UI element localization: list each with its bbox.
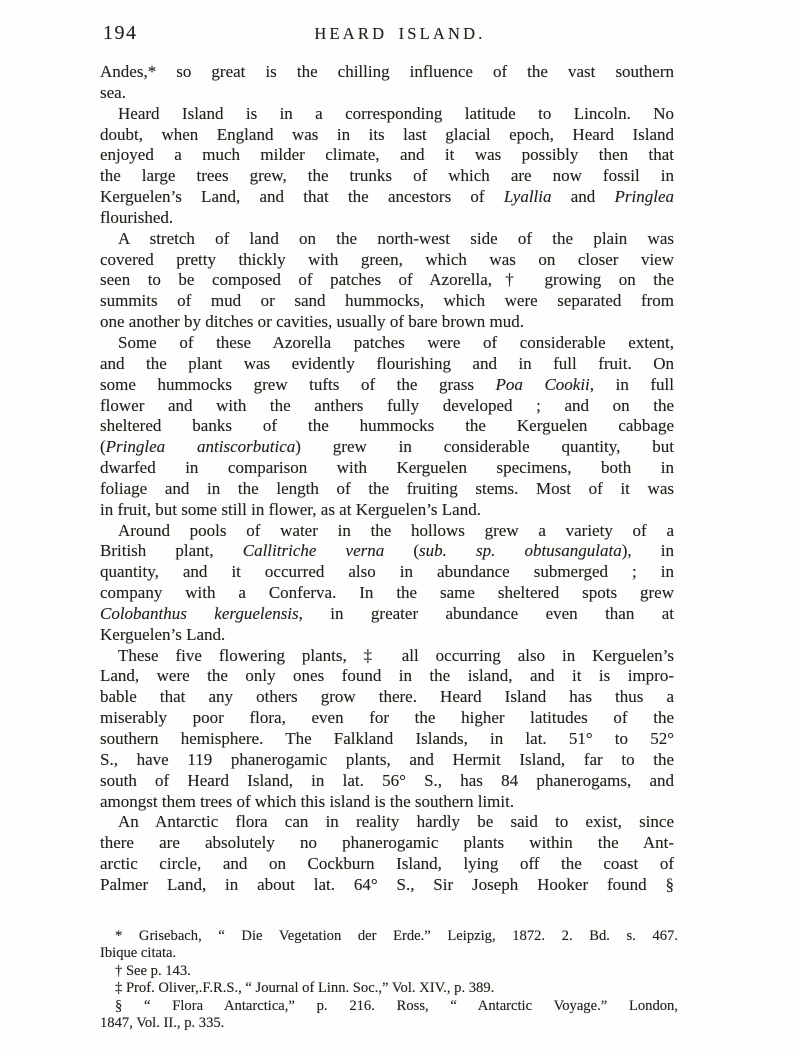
text-line: in fruit, but some still in flower, as at Kerguelen’s Land. [100,499,481,519]
text-line: southern hemisphere. The Falkland Islands, in lat. 51° to 52° [100,729,674,748]
footnote [100,980,678,997]
text-line: arctic circle, and on Cockburn Island, lying off the coast of [100,854,674,874]
text-line: quantity, and it occurred also in abundance submerged ; in [100,562,674,582]
footnote [100,928,678,963]
page-number: 194 [103,22,138,44]
text-line: A stretch of land on the north-west side of the plain was [118,228,674,248]
text-line: British plant, Callitriche verna (sub. sp. obtusangulata), in [100,541,674,561]
text-line: seen to be composed of patches of Azorella,† growing on the [100,270,674,290]
text-line: § “ Flora Antarctica,” p. 216. Ross, “ Antarctic Voyage.” London, [115,997,678,1014]
text-line: dwarfed in comparison with Kerguelen specimens, both in [100,458,674,478]
text-line: Kerguelen’s Land. [100,624,226,644]
text-line: enjoyed a much milder climate, and it was possibly then that [100,145,674,165]
text-line: (Pringlea antiscorbutica) grew in considerable quantity, but [100,437,674,457]
text-line: there are absolutely no phanerogamic plants within the Ant- [100,833,674,853]
text-line: company with a Conferva. In the same sheltered spots grew [100,583,674,603]
text-line: and the plant was evidently flourishing and in full fruit. On [100,353,674,373]
text-line: foliage and in the length of the fruiting stems. Most of it was [100,478,674,498]
text-line: Kerguelen’s Land, and that the ancestors of Lyallia and Pringlea [100,187,675,207]
text-line: amongst them trees of which this island is the southern limit. [100,791,515,811]
text-line: Heard Island is in a corresponding latitude to Lincoln. No [118,103,674,123]
paragraph [100,62,674,104]
italic-species-name: sub. sp. obtusangulata [419,541,622,561]
footnotes-section [100,928,678,1032]
paragraph [100,812,674,895]
text-line: S., have 119 phanerogamic plants, and Hermit Island, far to the [100,749,674,769]
text-line: sea. [100,82,126,102]
italic-species-name: Callitriche verna [242,541,385,561]
text-line: 1847, Vol. II., p. 335. [100,1015,225,1032]
text-line: ‡ Prof. Oliver,.F.R.S., “ Journal of Linn. Soc.,” Vol. XIV., p. 389. [115,980,495,997]
text-line: flourished. [100,207,174,227]
text-line: bable that any others grow there. Heard Island has thus a [100,687,674,707]
paragraph [100,646,674,813]
footnote [100,963,678,980]
running-title: HEARD ISLAND. [314,24,486,43]
text-line: Land, were the only ones found in the island, and it is impro- [100,666,674,686]
text-line: Ibique citata. [100,945,177,962]
text-line: † See p. 143. [115,962,191,979]
text-line: summits of mud or sand hummocks, which were separated from [100,291,674,311]
italic-species-name: Colobanthus kerguelensis [100,603,299,623]
text-line: sheltered banks of the hummocks the Kerguelen cabbage [100,416,674,436]
text-line: miserably poor flora, even for the higher latitudes of the [100,708,674,728]
paragraph [100,104,674,229]
italic-species-name: Pringlea [614,187,675,207]
body-text [100,62,674,896]
text-line: * Grisebach, “ Die Vegetation der Erde.” Leipzig, 1872. 2. Bd. s. 467. [115,928,678,944]
text-line: Some of these Azorella patches were of considerable extent, [118,332,674,352]
italic-species-name: Lyallia [503,187,552,207]
text-line: Andes,* so great is the chilling influence of the vast southern [100,62,674,81]
italic-species-name: Poa Cookii [495,374,590,394]
paragraph [100,521,674,646]
text-line: Colobanthus kerguelensis, in greater abundance even than at [100,603,675,623]
text-line: some hummocks grew tufts of the grass Poa Cookii, in full [100,374,674,394]
text-line: Around pools of water in the hollows grew a variety of a [118,520,674,540]
text-line: flower and with the anthers fully developed ; and on the [100,395,674,415]
text-line: Palmer Land, in about lat. 64° S., Sir Joseph Hooker found § [100,874,674,894]
paragraph [100,229,674,333]
paragraph [100,333,674,521]
text-line: one another by ditches or cavities, usually of bare brown mud. [100,312,524,332]
text-line: south of Heard Island, in lat. 56° S., has 84 phanerogams, and [100,770,674,790]
footnote [100,998,678,1033]
text-line: covered pretty thickly with green, which was on closer view [100,249,674,269]
page-header [0,21,800,47]
italic-species-name: Pringlea antiscorbutica [105,437,296,457]
text-line: These five flowering plants, ‡ all occurring also in Kerguelen’s [118,645,674,665]
text-line: the large trees grew, the trunks of which are now fossil in [100,166,674,186]
text-line: An Antarctic flora can in reality hardly be said to exist, since [118,812,674,832]
text-line: doubt, when England was in its last glacial epoch, Heard Island [100,124,674,144]
